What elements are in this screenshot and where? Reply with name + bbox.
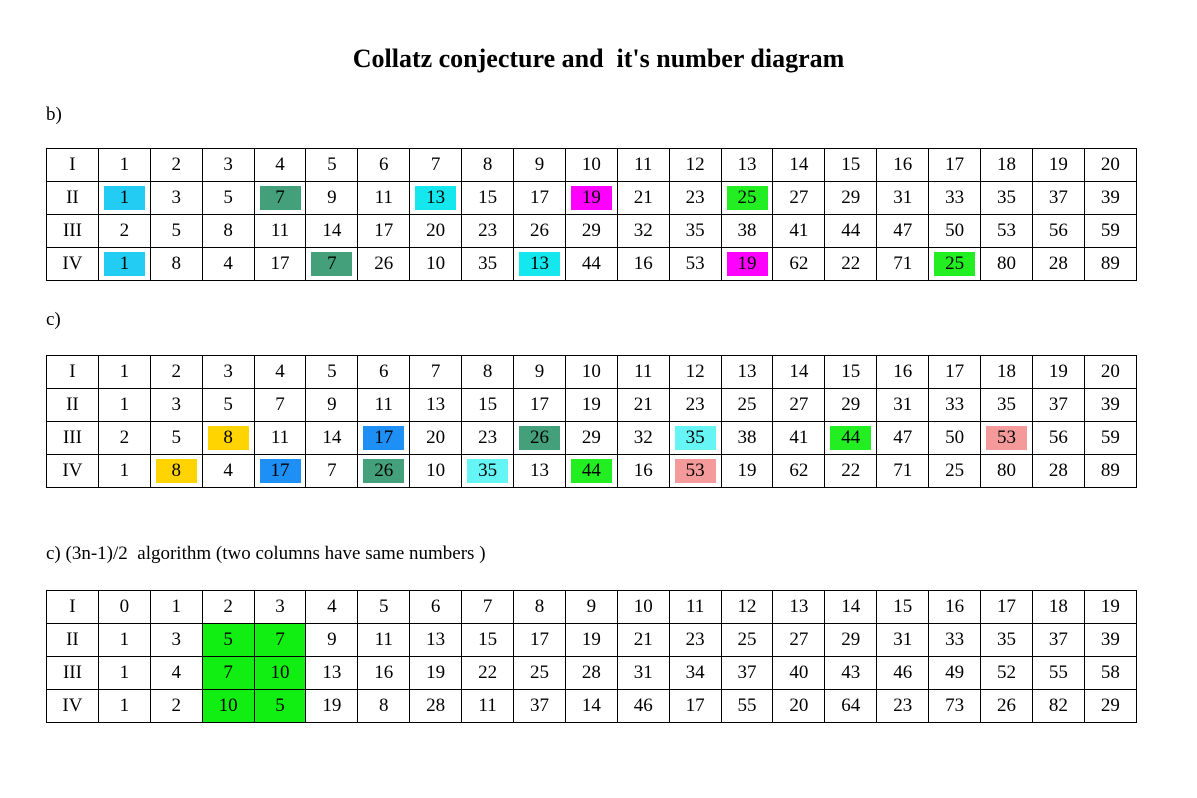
- table-cell: 26: [358, 248, 410, 281]
- table-cell: [514, 422, 566, 455]
- table-cell: 31: [877, 182, 929, 215]
- table-cell: 15: [825, 356, 877, 389]
- table-cell: 47: [877, 215, 929, 248]
- table-cell: 62: [773, 455, 825, 488]
- row-header: I: [47, 356, 99, 389]
- table-cell: 71: [877, 248, 929, 281]
- table-cell: 15: [462, 182, 514, 215]
- table-cell: 52: [981, 657, 1033, 690]
- table-cell: 22: [825, 248, 877, 281]
- table-cell: 8: [202, 215, 254, 248]
- table-cell: 14: [773, 149, 825, 182]
- table-cell: 19: [1084, 591, 1136, 624]
- table-cell: 1: [98, 657, 150, 690]
- table-cell: 11: [462, 690, 514, 723]
- highlighted-number: 13: [519, 252, 560, 276]
- table-cell: 29: [825, 389, 877, 422]
- section-label-c-algorithm: c) (3n-1)/2 algorithm (two columns have same numbers ): [46, 543, 486, 564]
- highlighted-number: 13: [415, 186, 456, 210]
- table-cell: [254, 182, 306, 215]
- table-cell: 9: [565, 591, 617, 624]
- table-row: [47, 624, 1137, 657]
- table-cell: 6: [410, 591, 462, 624]
- table-cell: 16: [358, 657, 410, 690]
- table-cell: 11: [254, 422, 306, 455]
- row-header: II: [47, 624, 99, 657]
- table-cell: 2: [98, 422, 150, 455]
- table-cell: 39: [1084, 182, 1136, 215]
- table-cell: 31: [617, 657, 669, 690]
- table-cell: [929, 248, 981, 281]
- table-cell: 29: [825, 624, 877, 657]
- table-cell: 15: [462, 624, 514, 657]
- table-cell: 19: [410, 657, 462, 690]
- table-cell: 17: [254, 248, 306, 281]
- table-cell: 80: [981, 248, 1033, 281]
- highlighted-number: 1: [104, 186, 145, 210]
- table-cell: 80: [981, 455, 1033, 488]
- table-cell: 16: [929, 591, 981, 624]
- table-cell: 34: [669, 657, 721, 690]
- table-cell: 37: [1032, 182, 1084, 215]
- table-cell: 11: [617, 356, 669, 389]
- table-cell: 1: [98, 389, 150, 422]
- highlighted-number: 35: [467, 459, 508, 483]
- table-cell: 9: [306, 624, 358, 657]
- table-cell: 10: [410, 248, 462, 281]
- table-cell: 1: [98, 149, 150, 182]
- page-title: Collatz conjecture and it's number diagram: [352, 44, 845, 73]
- table-cell: 56: [1032, 422, 1084, 455]
- table-cell: 23: [669, 389, 721, 422]
- table-cell: 37: [1032, 389, 1084, 422]
- table-cell: [462, 455, 514, 488]
- table-cell: 39: [1084, 624, 1136, 657]
- table-cell: 27: [773, 624, 825, 657]
- table-cell: 32: [617, 215, 669, 248]
- table-row: [47, 422, 1137, 455]
- table-cell: 20: [773, 690, 825, 723]
- table-cell: 18: [981, 356, 1033, 389]
- table-cell: 3: [254, 591, 306, 624]
- table-cell: 17: [981, 591, 1033, 624]
- table-cell: [358, 422, 410, 455]
- table-cell: 82: [1032, 690, 1084, 723]
- table-cell: [565, 455, 617, 488]
- table-cell: 7: [254, 389, 306, 422]
- table-cell: 37: [1032, 624, 1084, 657]
- table-cell: 0: [98, 591, 150, 624]
- table-cell: 47: [877, 422, 929, 455]
- table-cell: [721, 182, 773, 215]
- table-cell: 41: [773, 422, 825, 455]
- table-cell: 3: [150, 624, 202, 657]
- row-header: III: [47, 422, 99, 455]
- table-cell: 13: [773, 591, 825, 624]
- highlighted-cell: 5: [254, 690, 306, 723]
- table-c-algorithm: [46, 590, 1137, 723]
- table-cell: 13: [514, 455, 566, 488]
- table-cell: 8: [514, 591, 566, 624]
- table-cell: 20: [410, 215, 462, 248]
- highlighted-cell: 7: [202, 657, 254, 690]
- table-row: [47, 690, 1137, 723]
- table-cell: 25: [721, 389, 773, 422]
- table-cell: 23: [462, 422, 514, 455]
- table-cell: 38: [721, 422, 773, 455]
- table-cell: [254, 455, 306, 488]
- table-cell: 4: [254, 356, 306, 389]
- table-cell: 29: [1084, 690, 1136, 723]
- table-cell: 31: [877, 624, 929, 657]
- table-cell: 19: [721, 455, 773, 488]
- highlighted-number: 26: [363, 459, 404, 483]
- table-cell: 16: [877, 356, 929, 389]
- highlighted-number: 44: [571, 459, 612, 483]
- table-cell: 26: [981, 690, 1033, 723]
- table-cell: 27: [773, 182, 825, 215]
- table-cell: 5: [306, 356, 358, 389]
- table-cell: 16: [877, 149, 929, 182]
- table-cell: 10: [565, 356, 617, 389]
- table-cell: 11: [358, 389, 410, 422]
- table-cell: 5: [306, 149, 358, 182]
- table-cell: 2: [150, 690, 202, 723]
- table-cell: 17: [514, 389, 566, 422]
- table-cell: 49: [929, 657, 981, 690]
- table-cell: 9: [306, 389, 358, 422]
- table-row: [47, 389, 1137, 422]
- table-cell: 39: [1084, 389, 1136, 422]
- highlighted-number: 26: [519, 426, 560, 450]
- highlighted-number: 8: [208, 426, 249, 450]
- table-cell: 9: [514, 149, 566, 182]
- section-label-c: c): [46, 309, 61, 330]
- table-row: [47, 657, 1137, 690]
- highlighted-number: 19: [571, 186, 612, 210]
- table-cell: 32: [617, 422, 669, 455]
- table-row: [47, 215, 1137, 248]
- table-cell: 11: [358, 182, 410, 215]
- table-cell: 20: [410, 422, 462, 455]
- table-cell: 13: [721, 356, 773, 389]
- row-header: IV: [47, 248, 99, 281]
- table-cell: 13: [410, 389, 462, 422]
- table-cell: 50: [929, 215, 981, 248]
- row-header: III: [47, 215, 99, 248]
- table-cell: 28: [410, 690, 462, 723]
- table-cell: 23: [669, 182, 721, 215]
- table-cell: 73: [929, 690, 981, 723]
- table-cell: 8: [150, 248, 202, 281]
- table-cell: 29: [565, 215, 617, 248]
- table-cell: 28: [565, 657, 617, 690]
- table-cell: 37: [721, 657, 773, 690]
- table-cell: [306, 248, 358, 281]
- table-cell: 38: [721, 215, 773, 248]
- table-cell: 25: [929, 455, 981, 488]
- table-cell: 58: [1084, 657, 1136, 690]
- table-cell: 4: [202, 248, 254, 281]
- table-cell: 44: [825, 215, 877, 248]
- row-header: IV: [47, 690, 99, 723]
- table-cell: 1: [98, 690, 150, 723]
- table-cell: 17: [358, 215, 410, 248]
- table-b: [46, 148, 1137, 281]
- table-cell: [202, 422, 254, 455]
- highlighted-number: 17: [363, 426, 404, 450]
- highlighted-number: 7: [260, 186, 301, 210]
- table-c: [46, 355, 1137, 488]
- table-cell: 17: [929, 149, 981, 182]
- table-cell: 8: [462, 356, 514, 389]
- table-cell: 22: [462, 657, 514, 690]
- table-cell: [98, 182, 150, 215]
- table-cell: 14: [306, 215, 358, 248]
- table-cell: 7: [462, 591, 514, 624]
- table-cell: 4: [254, 149, 306, 182]
- table-cell: 35: [669, 215, 721, 248]
- table-cell: 10: [565, 149, 617, 182]
- table-cell: 1: [98, 624, 150, 657]
- table-cell: 16: [617, 455, 669, 488]
- table-cell: 17: [669, 690, 721, 723]
- table-cell: 89: [1084, 455, 1136, 488]
- table-cell: 8: [358, 690, 410, 723]
- table-cell: 4: [306, 591, 358, 624]
- row-header: II: [47, 389, 99, 422]
- table-cell: 15: [877, 591, 929, 624]
- row-header: II: [47, 182, 99, 215]
- table-row: [47, 455, 1137, 488]
- table-cell: [150, 455, 202, 488]
- table-cell: [669, 422, 721, 455]
- table-cell: 13: [306, 657, 358, 690]
- table-cell: 13: [721, 149, 773, 182]
- highlighted-cell: 7: [254, 624, 306, 657]
- table-cell: 53: [669, 248, 721, 281]
- table-row: [47, 248, 1137, 281]
- highlighted-cell: 10: [254, 657, 306, 690]
- table-cell: [358, 455, 410, 488]
- table-cell: 11: [358, 624, 410, 657]
- highlighted-number: 53: [675, 459, 716, 483]
- table-row: [47, 149, 1137, 182]
- table-cell: 35: [981, 624, 1033, 657]
- table-cell: 23: [669, 624, 721, 657]
- highlighted-number: 53: [986, 426, 1027, 450]
- table-cell: 7: [306, 455, 358, 488]
- table-cell: 28: [1032, 248, 1084, 281]
- table-cell: 19: [1032, 149, 1084, 182]
- table-cell: 13: [410, 624, 462, 657]
- table-row: [47, 591, 1137, 624]
- table-cell: 25: [514, 657, 566, 690]
- table-cell: 12: [721, 591, 773, 624]
- table-cell: 35: [981, 182, 1033, 215]
- table-cell: [721, 248, 773, 281]
- section-label-b: b): [46, 104, 62, 125]
- table-cell: 3: [150, 389, 202, 422]
- highlighted-number: 25: [727, 186, 768, 210]
- table-cell: 29: [825, 182, 877, 215]
- table-cell: 33: [929, 624, 981, 657]
- table-cell: 55: [721, 690, 773, 723]
- table-cell: 15: [462, 389, 514, 422]
- table-cell: 21: [617, 182, 669, 215]
- table-cell: [669, 455, 721, 488]
- table-cell: 8: [462, 149, 514, 182]
- row-header: III: [47, 657, 99, 690]
- table-cell: 4: [202, 455, 254, 488]
- table-cell: 10: [617, 591, 669, 624]
- table-cell: 2: [202, 591, 254, 624]
- table-cell: 23: [877, 690, 929, 723]
- highlighted-number: 7: [311, 252, 352, 276]
- table-cell: [514, 248, 566, 281]
- table-cell: 5: [358, 591, 410, 624]
- table-cell: 10: [410, 455, 462, 488]
- table-cell: 17: [929, 356, 981, 389]
- table-cell: 14: [306, 422, 358, 455]
- table-cell: 3: [150, 182, 202, 215]
- highlighted-cell: 10: [202, 690, 254, 723]
- table-cell: 71: [877, 455, 929, 488]
- table-cell: 55: [1032, 657, 1084, 690]
- row-header: I: [47, 149, 99, 182]
- table-cell: 12: [669, 149, 721, 182]
- table-cell: 17: [514, 624, 566, 657]
- table-cell: [981, 422, 1033, 455]
- table-cell: 4: [150, 657, 202, 690]
- table-cell: 33: [929, 182, 981, 215]
- table-cell: 59: [1084, 422, 1136, 455]
- table-cell: 2: [150, 356, 202, 389]
- table-cell: 5: [150, 215, 202, 248]
- table-cell: 25: [721, 624, 773, 657]
- table-cell: 29: [565, 422, 617, 455]
- table-cell: 43: [825, 657, 877, 690]
- table-cell: 19: [565, 624, 617, 657]
- table-cell: 23: [462, 215, 514, 248]
- table-cell: [825, 422, 877, 455]
- table-cell: 89: [1084, 248, 1136, 281]
- table-cell: 26: [514, 215, 566, 248]
- table-cell: [410, 182, 462, 215]
- table-cell: 19: [565, 389, 617, 422]
- table-cell: 56: [1032, 215, 1084, 248]
- table-cell: 21: [617, 624, 669, 657]
- table-cell: 27: [773, 389, 825, 422]
- table-cell: 33: [929, 389, 981, 422]
- table-cell: 2: [150, 149, 202, 182]
- table-cell: 20: [1084, 356, 1136, 389]
- highlighted-number: 1: [104, 252, 145, 276]
- table-cell: 17: [514, 182, 566, 215]
- highlighted-number: 19: [727, 252, 768, 276]
- table-cell: 15: [825, 149, 877, 182]
- table-row: [47, 182, 1137, 215]
- table-cell: 1: [98, 356, 150, 389]
- table-cell: 59: [1084, 215, 1136, 248]
- row-header: IV: [47, 455, 99, 488]
- highlighted-number: 25: [934, 252, 975, 276]
- table-cell: [565, 182, 617, 215]
- table-cell: 31: [877, 389, 929, 422]
- highlighted-number: 44: [830, 426, 871, 450]
- table-cell: 14: [565, 690, 617, 723]
- table-cell: 46: [617, 690, 669, 723]
- table-cell: 3: [202, 356, 254, 389]
- table-cell: 64: [825, 690, 877, 723]
- table-cell: 7: [410, 149, 462, 182]
- highlighted-number: 17: [260, 459, 301, 483]
- table-cell: 2: [98, 215, 150, 248]
- table-cell: 41: [773, 215, 825, 248]
- table-cell: 37: [514, 690, 566, 723]
- table-cell: 19: [306, 690, 358, 723]
- highlighted-number: 8: [156, 459, 197, 483]
- table-cell: [98, 248, 150, 281]
- table-cell: 40: [773, 657, 825, 690]
- table-cell: 9: [306, 182, 358, 215]
- table-cell: 46: [877, 657, 929, 690]
- table-cell: 7: [410, 356, 462, 389]
- table-cell: 6: [358, 356, 410, 389]
- table-cell: 21: [617, 389, 669, 422]
- table-cell: 5: [202, 389, 254, 422]
- table-cell: 5: [202, 182, 254, 215]
- table-cell: 44: [565, 248, 617, 281]
- table-cell: 1: [150, 591, 202, 624]
- table-cell: 53: [981, 215, 1033, 248]
- table-cell: 3: [202, 149, 254, 182]
- table-cell: 5: [150, 422, 202, 455]
- table-cell: 11: [617, 149, 669, 182]
- table-cell: 9: [514, 356, 566, 389]
- table-row: [47, 356, 1137, 389]
- table-cell: 18: [981, 149, 1033, 182]
- table-cell: 35: [981, 389, 1033, 422]
- highlighted-number: 35: [675, 426, 716, 450]
- table-cell: 14: [773, 356, 825, 389]
- table-cell: 35: [462, 248, 514, 281]
- table-cell: 12: [669, 356, 721, 389]
- table-cell: 18: [1032, 591, 1084, 624]
- table-cell: 16: [617, 248, 669, 281]
- table-cell: 11: [669, 591, 721, 624]
- table-cell: 11: [254, 215, 306, 248]
- table-cell: 50: [929, 422, 981, 455]
- table-cell: 20: [1084, 149, 1136, 182]
- row-header: I: [47, 591, 99, 624]
- table-cell: 1: [98, 455, 150, 488]
- table-cell: 19: [1032, 356, 1084, 389]
- table-cell: 22: [825, 455, 877, 488]
- table-cell: 14: [825, 591, 877, 624]
- table-cell: 62: [773, 248, 825, 281]
- table-cell: 6: [358, 149, 410, 182]
- highlighted-cell: 5: [202, 624, 254, 657]
- table-cell: 28: [1032, 455, 1084, 488]
